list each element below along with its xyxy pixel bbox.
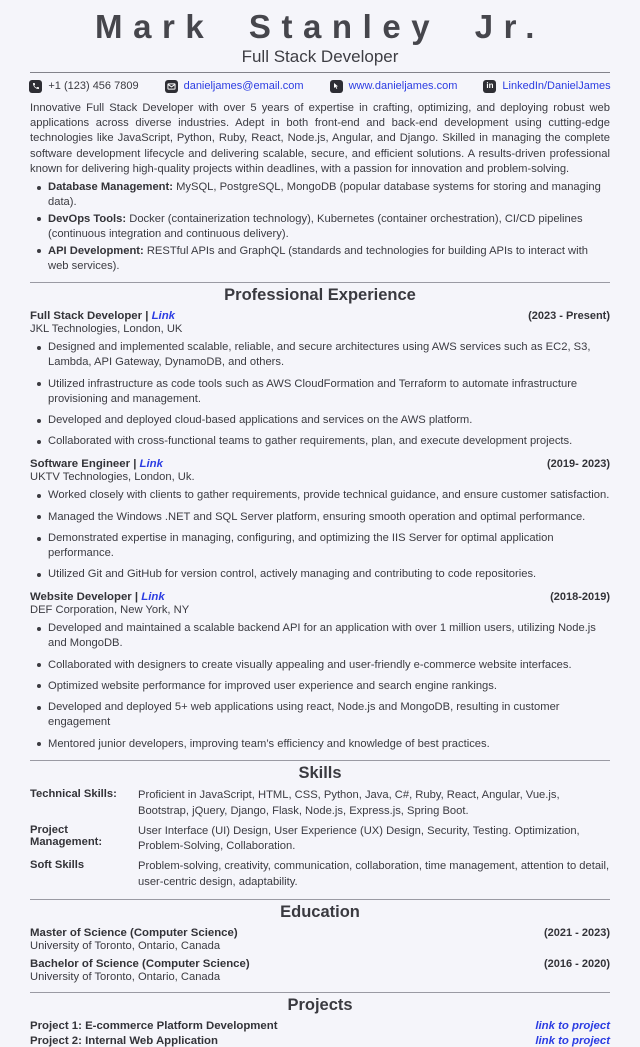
job-bullet: Utilized infrastructure as code tools such as AWS CloudFormation and Terraform to automate infrastructure provisioning and management. [30, 377, 610, 407]
job-title [30, 310, 175, 322]
experience-section [30, 282, 610, 751]
title-link-divider: | [134, 591, 139, 604]
job-link[interactable]: Link [151, 310, 176, 323]
skill-row [30, 859, 610, 889]
project-link[interactable]: link to project [535, 1034, 610, 1047]
project-title: Project 2: Internal Web Application [30, 1034, 218, 1047]
summary-paragraph: Innovative Full Stack Developer with over 5 years of expertise in crafting, optimizing, and deploying robust web applications across diverse industries. Adept in both front-end and back-end development using cutting-edge technologies like JavaScript, Python, Ruby, React, Node.js, Angular, and Django. Skilled in managing the complete software development lifecycle and delivering scalable, secure, and efficient solutions. A results-driven professional known for delivering high-quality projects within deadlines, with a passion for innovation and problem-solving. [30, 101, 610, 175]
degree-name: Master of Science (Computer Science) [30, 926, 238, 939]
job-company: DEF Corporation, New York, NY [30, 604, 190, 617]
education-heading: Education [280, 902, 360, 921]
projects-section [30, 992, 610, 1047]
job-bullet: Demonstrated expertise in managing, configuring, and optimizing the IIS Server for optimal application performance. [30, 531, 610, 561]
education-dates: (2021 - 2023) [543, 926, 610, 939]
person-name: Mark Stanley Jr. [95, 8, 545, 45]
job-bullet: Optimized website performance for improved user experience and search engine rankings. [30, 679, 610, 694]
skill-category: Soft Skills [30, 859, 85, 872]
website-cursor-icon [330, 80, 343, 93]
job-bullet: Worked closely with clients to gather requirements, provide technical guidance, and ensure customer satisfaction. [30, 488, 610, 503]
skill-value: Proficient in JavaScript, HTML, CSS, Python, Java, C#, Ruby, React, Angular, Vue.js, Bootstrap, jQuery, Django, Flask, Node.js, Express.js, Spring Boot. [138, 789, 560, 817]
job-bullet: Collaborated with cross-functional teams to gather requirements, plan, and execute development projects. [30, 434, 610, 449]
education-header [30, 927, 610, 939]
job-entry [30, 458, 610, 582]
linkedin-icon: in [483, 80, 496, 93]
job-title-text: Website Developer [30, 591, 135, 604]
skills-section [30, 760, 610, 889]
job-title-text: Software Engineer [30, 458, 131, 471]
email-link[interactable]: danieljames@email.com [183, 80, 304, 93]
education-entry [30, 927, 610, 952]
highlight-text: Docker (containerization technology), Kubernetes (container orchestration), CI/CD pipelines (continuous integration and continuous delivery). [48, 212, 583, 240]
job-bullet: Mentored junior developers, improving team’s efficiency and knowledge of best practices. [30, 737, 610, 752]
linkedin-link[interactable]: LinkedIn/DanielJames [502, 80, 611, 93]
skill-category: Technical Skills: [30, 788, 117, 801]
skill-row [30, 788, 610, 818]
job-company: JKL Technologies, London, UK [30, 323, 183, 336]
header-divider [30, 72, 610, 73]
job-link[interactable]: Link [141, 591, 165, 604]
school-name: University of Toronto, Ontario, Canada [30, 970, 221, 983]
job-bullet: Utilized Git and GitHub for version control, actively managing and contributing to code repositories. [30, 567, 610, 582]
website-link[interactable]: www.danieljames.com [348, 80, 458, 93]
highlight-item [30, 180, 610, 210]
highlight-label: Database Management: [48, 181, 173, 194]
person-job-title: Full Stack Developer [241, 46, 399, 66]
skill-category: Project Management: [30, 823, 103, 848]
skills-table [30, 788, 610, 889]
highlight-text: RESTful APIs and GraphQL (standards and technologies for building APIs to interact with web services). [48, 244, 588, 272]
projects-heading: Projects [287, 995, 353, 1014]
job-bullet: Designed and implemented scalable, reliable, and secure architectures using AWS services such as EC2, S3, Lambda, API Gateway, DynamoDB, and others. [30, 340, 610, 370]
job-bullet: Collaborated with designers to create visually appealing and user-friendly e-commerce website interfaces. [30, 658, 610, 673]
education-dates: (2016 - 2020) [543, 957, 610, 970]
project-link[interactable]: link to project [535, 1019, 610, 1032]
job-title [30, 591, 165, 603]
project-row [30, 1020, 610, 1032]
job-company: UKTV Technologies, London, Uk. [30, 471, 195, 484]
title-link-divider: | [145, 310, 149, 323]
skill-value: Problem-solving, creativity, communication, collaboration, time management, attention to detail, user-centric design, adaptability. [138, 860, 610, 888]
resume-header [30, 8, 610, 93]
contact-email [165, 80, 304, 93]
job-title [30, 458, 163, 470]
school-name: University of Toronto, Ontario, Canada [30, 939, 221, 952]
skill-row [30, 824, 610, 854]
job-title-text: Full Stack Developer [30, 310, 143, 323]
job-dates: (2019- 2023) [547, 458, 610, 471]
education-section [30, 899, 610, 983]
highlight-item [30, 244, 610, 274]
job-header [30, 310, 610, 322]
email-icon [165, 80, 178, 93]
phone-number: +1 (123) 456 7809 [48, 80, 139, 93]
job-bullet: Developed and deployed 5+ web applications using react, Node.js and MongoDB, resulting in customer engagement [30, 700, 610, 730]
contact-linkedin [483, 80, 610, 93]
project-title: Project 1: E-commerce Platform Development [30, 1019, 278, 1032]
contact-phone [29, 80, 138, 93]
job-entry [30, 310, 610, 449]
degree-name: Bachelor of Science (Computer Science) [30, 957, 250, 970]
contact-bar [30, 80, 610, 93]
title-link-divider: | [133, 458, 137, 471]
job-bullet-list [30, 621, 610, 751]
phone-icon [29, 80, 42, 93]
job-bullet-list [30, 340, 610, 449]
job-header [30, 458, 610, 470]
job-entry [30, 591, 610, 751]
job-bullet: Developed and maintained a scalable backend API for an application with over 1 million users, utilizing Node.js and MongoDB. [30, 621, 610, 651]
job-dates: (2023 - Present) [528, 310, 610, 323]
skills-heading: Skills [298, 764, 342, 783]
highlight-label: DevOps Tools: [48, 212, 127, 225]
highlight-text: MySQL, PostgreSQL, MongoDB (popular database systems for storing and managing data). [48, 181, 601, 208]
job-bullet: Managed the Windows .NET and SQL Server platform, ensuring smooth operation and optimal performance. [30, 510, 610, 525]
job-bullet: Developed and deployed cloud-based applications and services on the AWS platform. [30, 413, 610, 428]
experience-heading: Professional Experience [224, 286, 416, 305]
contact-website [330, 80, 458, 93]
job-bullet-list [30, 488, 610, 582]
job-link[interactable]: Link [139, 458, 163, 471]
job-dates: (2018-2019) [550, 591, 610, 604]
skill-value: User Interface (UI) Design, User Experience (UX) Design, Security, Testing. Optimization, Problem-Solving, Collaboration. [138, 824, 580, 853]
job-header [30, 591, 610, 603]
education-header [30, 958, 610, 970]
education-entry [30, 958, 610, 983]
project-row [30, 1035, 610, 1047]
highlight-item [30, 212, 610, 242]
highlight-label: API Development: [48, 244, 144, 257]
highlights-list [30, 180, 610, 273]
